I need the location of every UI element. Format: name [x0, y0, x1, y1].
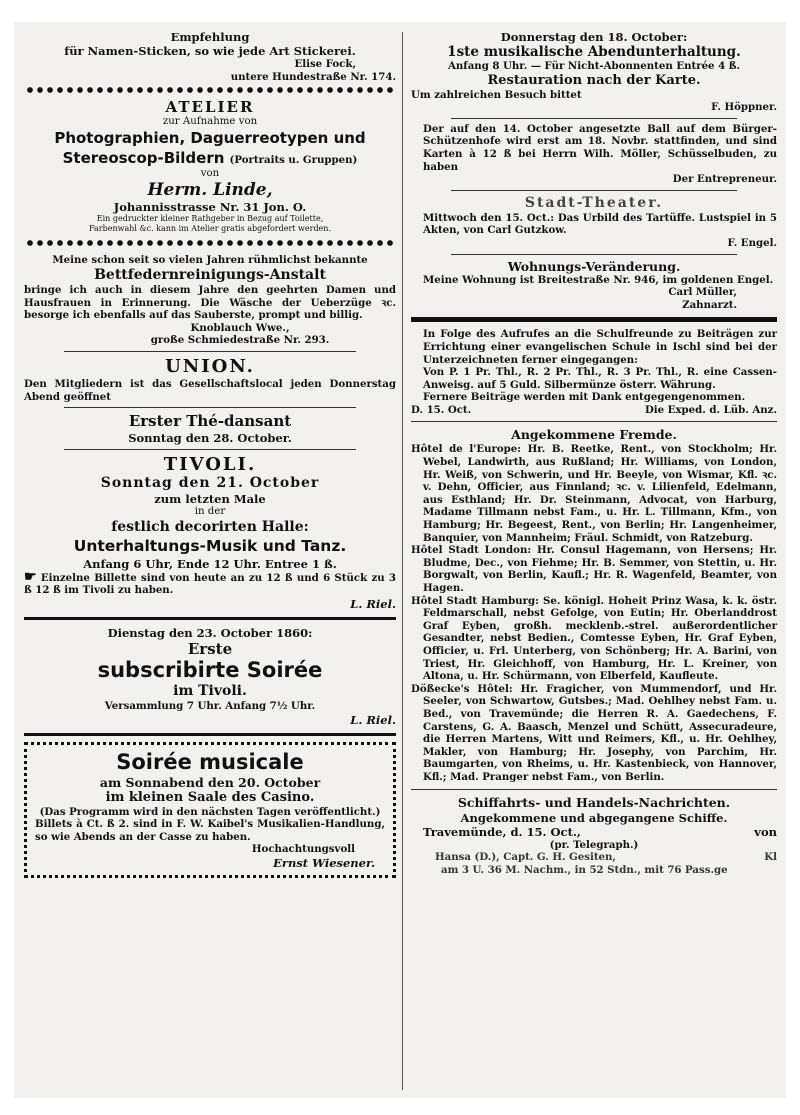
empfehlung-address: untere Hundestraße Nr. 174. [230, 70, 396, 83]
union-title: UNION. [165, 355, 255, 377]
fremde-title: Angekommene Fremde. [511, 427, 677, 443]
ad-soiree [24, 626, 396, 727]
atelier-small-2: Farbenwahl &c. kann im Atelier gratis abgefordert werden. [88, 224, 331, 234]
soiree-time: Versammlung 7 Uhr. Anfang 7½ Uhr. [104, 699, 316, 712]
bettfedern-body: bringe ich auch in diesem Jahre den geehrten Damen und Hausfrauen in Erinnerung. Die Wäsche der Ueberzüge ꝛc. besorge ich ebenfalls auf das Sauberste, prompt und billig. [24, 283, 396, 322]
schule-donations: Von P. 1 Pr. Thl., R. 2 Pr. Thl., R. 3 Pr. Thl., R. eine Cassen-Anweisg. auf 5 Guld. Silbermünze österr. Währung. [423, 366, 777, 391]
rule [411, 789, 777, 790]
schiff-sub: Angekommene und abgegangene Schiffe. [460, 810, 728, 825]
atelier-headline-1: Photographien, Daguerreotypen und [54, 128, 366, 147]
musicale-billets: Billets à Ct. ß 2. sind in F. W. Kaibel's Musikalien-Handlung, so wie Abends an der Casse zu haben. [35, 818, 385, 843]
ball-body: Der auf den 14. October angesetzte Ball auf dem Bürger-Schützenhofe wird erst am 18. Novbr. stattfinden, und sind Karten à 12 ß bei Herrn Wilh. Möller, Schüsselbuden, zu haben [423, 122, 777, 173]
schiff-line-3 [411, 851, 777, 864]
ad-atelier [24, 97, 396, 236]
donnerstag-time: Anfang 8 Uhr. — Für Nicht-Abonnenten Entrée 4 ß. [448, 60, 740, 72]
empfehlung-name: Elise Fock, [294, 58, 356, 70]
empfehlung-line: für Namen-Sticken, so wie jede Art Stickerei. [64, 44, 356, 58]
dotted-border [24, 85, 396, 95]
donnerstag-bitte: Um zahlreichen Besuch bittet [411, 88, 582, 101]
left-column [24, 30, 396, 878]
bettfedern-title: Bettfedernreinigungs-Anstalt [94, 266, 326, 283]
atelier-title: ATELIER [165, 98, 255, 117]
section-fremde [411, 427, 777, 783]
schiff-line-1 [411, 825, 777, 839]
empfehlung-title: Empfehlung [170, 30, 250, 44]
ad-union [24, 356, 396, 403]
donnerstag-title: 1ste musikalische Abendunterhaltung. [447, 44, 741, 60]
atelier-sub: zur Aufnahme von [162, 116, 258, 128]
bettfedern-address: große Schmiedestraße Nr. 293. [150, 334, 330, 347]
bettfedern-name: Knoblauch Wwe., [190, 321, 290, 334]
fremde-london: Hôtel Stadt London: Hr. Consul Hagemann, von Hersens; Hr. Bludme, Dec., von Fiehme; Hr. B. Semmer, von Stettin, u. Hr. Borgwalt, von Berlin, Kaufl.; Hr. R. Wagenfeld, Beamter, von Hagen. [411, 544, 777, 594]
ad-ball [411, 123, 777, 186]
tivoli-halle: festlich decorirten Halle: [111, 518, 309, 535]
schiff-arrival: am 3 U. 36 M. Nachm., in 52 Stdn., mit 76 Pass.ge [441, 863, 728, 876]
pointing-hand-icon: ☛ [24, 568, 37, 585]
atelier-address: Johannisstrasse Nr. 31 Jon. O. [113, 200, 307, 215]
thick-rule [24, 733, 396, 736]
soiree-title: subscribirte Soirée [97, 657, 323, 682]
tivoli-billette [24, 568, 396, 597]
ad-the-dansant [24, 412, 396, 445]
ad-soiree-musicale [24, 742, 396, 878]
ad-theater [411, 195, 777, 250]
fremde-hamburg: Hôtel Stadt Hamburg: Se. königl. Hoheit Prinz Wasa, k. k. östr. Feldmarschall, nebst Gefolge, von Eutin; Hr. Oberlanddrost Graf Eyben, großh. mecklenb.-strel. außerordentlicher Gesandter, nebst Bedien., Comtesse Eyben, Hr. Graf Eyben, Officier, u. Frl. Unterberg, von Schönberg; Hr. A. Barini, von Triest, Hr. Gleichhoff, von Hamburg, Hr. L. Kreiner, von Altona, u. Hr. Schürmann, von Elberfeld, Kaufleute. [411, 594, 777, 683]
soiree-date: Dienstag den 23. October 1860: [107, 625, 313, 640]
atelier-headline-2 [28, 148, 392, 168]
schiff-kl: Kl [764, 851, 777, 864]
theater-body: Mittwoch den 15. Oct.: Das Urbild des Tartüffe. Lustspiel in 5 Akten, von Carl Gutzkow. [423, 211, 777, 237]
section-schiffahrt [411, 795, 777, 877]
tivoli-last: zum letzten Male [154, 492, 266, 507]
schule-date: D. 15. Oct. [411, 403, 472, 416]
wohnung-role: Zahnarzt. [682, 298, 737, 311]
atelier-headline-2a: Stereoscop-Bildern [62, 148, 225, 167]
ad-schule [411, 328, 777, 416]
ad-bettfedern [24, 254, 396, 347]
ad-donnerstag [411, 30, 777, 114]
ad-empfehlung [24, 30, 396, 83]
ball-sign: Der Entrepreneur. [672, 173, 777, 186]
atelier-headline-2b: (Portraits u. Gruppen) [229, 153, 358, 166]
rule [451, 254, 737, 255]
schule-thanks: Fernere Beiträge werden mit Dank entgegengenommen. [423, 391, 746, 404]
fremde-doessecke: Dößecke's Hôtel: Hr. Fragicher, von Mummendorf, und Hr. Seeler, von Schwartow, Gutsbes.; Mad. Oehlhey nebst Fam. u. Bed., von Travemünde; die Herren R. A. Gaedechens, F. Carstens, G. A. Baasch, Menzel und Schütt, Assecuradeure, die Herren Martens, Witt und Reimers, Kfl., u. Hr. Oehlhey, Makler, von Hamburg; Hr. Josephy, von Parchim, Hr. Baumgarten, von Rheims, u. Hr. Kastenbieck, von Hannover, Kfl.; Mad. Pranger nebst Fam., von Berlin. [411, 682, 777, 783]
schule-body: In Folge des Aufrufes an die Schulfreunde zu Beiträgen zur Errichtung einer evangelischen Schule in Ischl sind bei der Unterzeichneten ferner eingegangen: [423, 328, 777, 366]
atelier-name: Herm. Linde, [147, 180, 273, 201]
schiff-ship: Hansa (D.), Capt. G. H. Gesiten, [435, 851, 616, 864]
schiff-title: Schiffahrts- und Handels-Nachrichten. [457, 794, 731, 810]
wohnung-name: Carl Müller, [668, 286, 737, 299]
rule [64, 449, 356, 450]
tivoli-time: Anfang 6 Uhr, Ende 12 Uhr. Entree 1 ß. [83, 556, 337, 571]
rule [451, 190, 737, 191]
thick-rule [411, 317, 777, 322]
tivoli-musik: Unterhaltungs-Musik und Tanz. [73, 536, 347, 555]
donnerstag-sign: F. Höppner. [711, 101, 777, 114]
schiff-von: von [754, 824, 777, 839]
donnerstag-restauration: Restauration nach der Karte. [487, 72, 701, 88]
musicale-regards: Hochachtungsvoll [251, 843, 355, 856]
dotted-border [24, 238, 396, 248]
musicale-title: Soirée musicale [116, 749, 304, 774]
atelier-small-1: Ein gedruckter kleiner Rathgeber in Bezug auf Toilette, [96, 214, 324, 224]
schiff-place: Travemünde, d. 15. Oct., [423, 824, 581, 839]
soiree-place: im Tivoli. [173, 682, 247, 699]
thick-rule [24, 617, 396, 620]
theater-sign: F. Engel. [727, 236, 777, 249]
schule-sign: Die Exped. d. Lüb. Anz. [644, 403, 777, 416]
rule [64, 407, 356, 408]
theater-title: Stadt-Theater. [524, 194, 664, 211]
tivoli-billette-text: Einzelne Billette sind von heute an zu 12 ß und 6 Stück zu 3 ß 12 ß im Tivoli zu haben. [24, 571, 396, 597]
tivoli-date: Sonntag den 21. October [100, 475, 320, 492]
right-column [411, 30, 777, 876]
tivoli-sign: L. Riel. [350, 596, 396, 611]
rule [451, 118, 737, 119]
column-divider [402, 32, 403, 1090]
musicale-sign: Ernst Wiesener. [273, 855, 375, 870]
newspaper-page [14, 22, 786, 1098]
musicale-place: im kleinen Saale des Casino. [105, 789, 315, 805]
bettfedern-intro: Meine schon seit so vielen Jahren rühmlichst bekannte [52, 254, 368, 267]
musicale-date: am Sonnabend den 20. October [99, 774, 321, 790]
the-dansant-title: Erster Thé-dansant [128, 412, 292, 431]
tivoli-in-der: in der [194, 506, 226, 518]
rule [64, 351, 356, 352]
soiree-sign: L. Riel. [350, 712, 396, 727]
the-dansant-date: Sonntag den 28. October. [128, 431, 292, 446]
schiff-telegraph: (pr. Telegraph.) [549, 838, 639, 851]
ad-tivoli [24, 454, 396, 611]
ad-wohnung [411, 259, 777, 312]
wohnung-title: Wohnungs-Veränderung. [507, 258, 681, 274]
tivoli-title: TIVOLI. [163, 454, 257, 476]
union-body: Den Mitgliedern ist das Gesellschaftslocal jeden Donnerstag Abend geöffnet [24, 377, 396, 403]
soiree-erste: Erste [187, 639, 233, 658]
wohnung-body: Meine Wohnung ist Breitestraße Nr. 946, im goldenen Engel. [423, 273, 774, 286]
schule-footer [411, 404, 777, 417]
rule [411, 421, 777, 422]
atelier-von: von [200, 167, 220, 179]
donnerstag-date: Donnerstag den 18. October: [500, 30, 688, 44]
fremde-europe: Hôtel de l'Europe: Hr. B. Reetke, Rent., von Stockholm; Hr. Webel, Landwirth, aus Rußland; Hr. Williams, von London, Hr. Weiß, von Schwerin, und Hr. Beeyle, von Wismar, Kfl. ꝛc. v. Dehn, Officier, aus Finnland; ꝛc. v. Lilienfeld, Edelmann, aus Esthland; Hr. Dr. Steinmann, Advocat, von Harburg, Madame Tillmann nebst Fam., u. Hr. L. Tillmann, Kfm., von Hamburg; Hr. Begeest, Rent., von Berlin; Hr. Langenheimer, Banquier, von Mannheim; Fräul. Schmidt, von Ratzeburg. [411, 443, 777, 544]
musicale-program: (Das Programm wird in den nächsten Tagen veröffentlicht.) [39, 805, 381, 818]
